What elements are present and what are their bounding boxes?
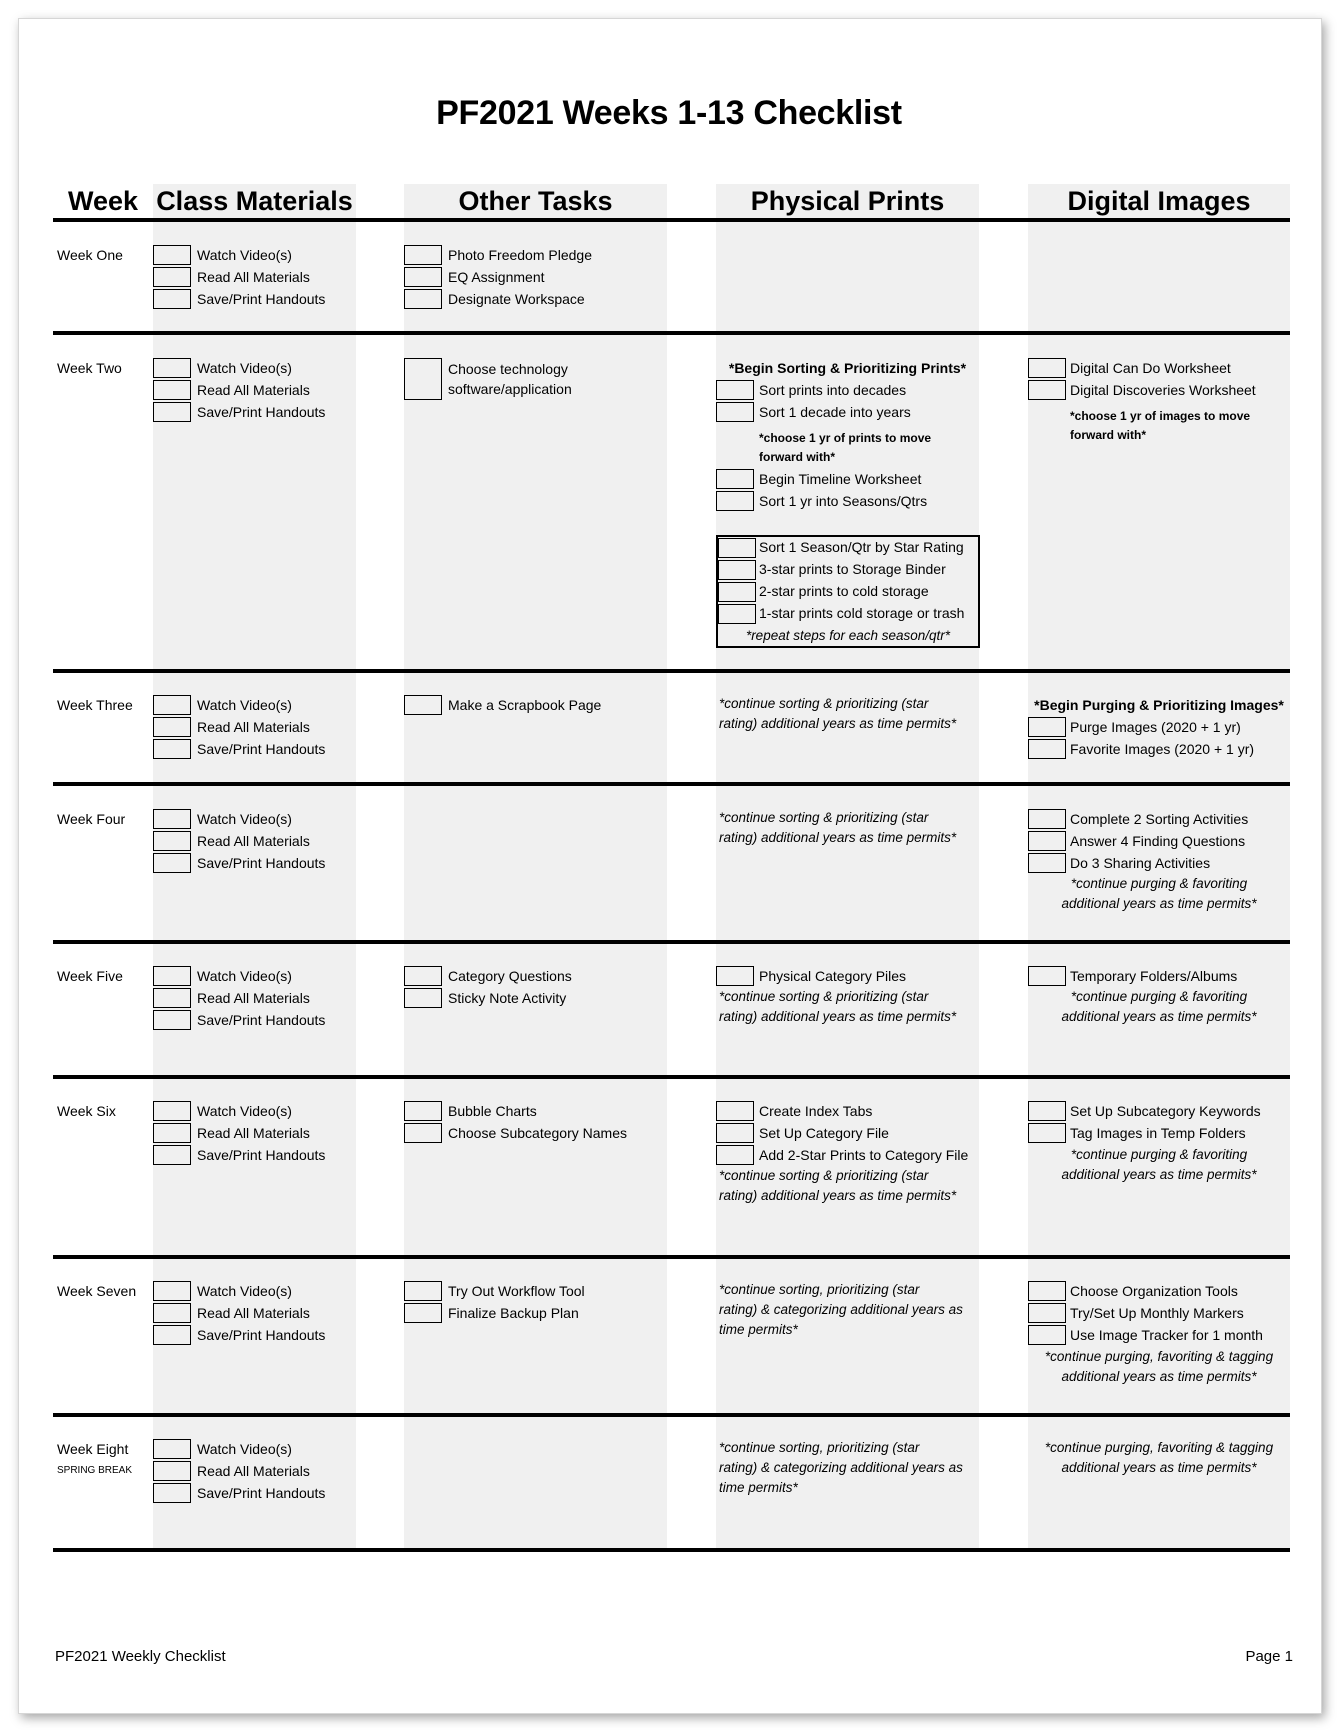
task-label: Watch Video(s) xyxy=(197,1283,292,1299)
task-label: Temporary Folders/Albums xyxy=(1070,968,1238,984)
checkbox[interactable] xyxy=(153,853,191,873)
checkbox[interactable] xyxy=(153,245,191,265)
task-label: Category Questions xyxy=(448,968,572,984)
week-sublabel: SPRING BREAK xyxy=(57,1465,133,1476)
task-label: Watch Video(s) xyxy=(197,247,292,263)
task-label: Choose Subcategory Names xyxy=(448,1125,627,1141)
divider xyxy=(53,782,1290,786)
week-label: Week Four xyxy=(57,811,126,827)
checkbox[interactable] xyxy=(153,1325,191,1345)
checkbox[interactable] xyxy=(1028,1325,1066,1345)
checkbox[interactable] xyxy=(716,1145,754,1165)
checkbox[interactable] xyxy=(153,1439,191,1459)
divider xyxy=(53,331,1290,335)
note-text: *continue purging, favoriting & tagging xyxy=(1044,1440,1274,1455)
task-label: Finalize Backup Plan xyxy=(448,1305,579,1321)
checkbox[interactable] xyxy=(153,358,191,378)
header-class-materials: Class Materials xyxy=(156,186,353,216)
task-label: Try Out Workflow Tool xyxy=(448,1283,585,1299)
task-label: Sort 1 yr into Seasons/Qtrs xyxy=(759,493,928,509)
task-label: Save/Print Handouts xyxy=(197,855,326,871)
checkbox[interactable] xyxy=(153,1010,191,1030)
week-label: Week Seven xyxy=(57,1283,137,1299)
task-label: Photo Freedom Pledge xyxy=(448,247,592,263)
checkbox[interactable] xyxy=(716,1101,754,1121)
checkbox[interactable] xyxy=(1028,966,1066,986)
section-heading: *Begin Sorting & Prioritizing Prints* xyxy=(728,360,967,376)
task-label: 2-star prints to cold storage xyxy=(759,583,929,599)
task-label: Read All Materials xyxy=(197,1463,310,1479)
task-label: Sticky Note Activity xyxy=(448,990,567,1006)
header-other-tasks: Other Tasks xyxy=(458,186,613,216)
task-label: Designate Workspace xyxy=(448,291,585,307)
checkbox[interactable] xyxy=(153,695,191,715)
divider xyxy=(53,1413,1290,1417)
note-text: rating) & categorizing additional years as xyxy=(719,1302,963,1317)
checkbox[interactable] xyxy=(716,1123,754,1143)
note-text: additional years as time permits* xyxy=(1061,1460,1257,1475)
checkbox[interactable] xyxy=(1028,831,1066,851)
note-text: *choose 1 yr of prints to move xyxy=(759,431,932,445)
note-text: forward with* xyxy=(759,450,836,464)
task-label: Use Image Tracker for 1 month xyxy=(1070,1327,1263,1343)
checkbox[interactable] xyxy=(404,1123,442,1143)
checkbox[interactable] xyxy=(1028,380,1066,400)
checkbox[interactable] xyxy=(404,1101,442,1121)
checkbox[interactable] xyxy=(153,988,191,1008)
note-text: *continue purging & favoriting xyxy=(1070,1147,1248,1162)
task-label: Read All Materials xyxy=(197,382,310,398)
divider xyxy=(53,1255,1290,1259)
divider xyxy=(53,940,1290,944)
divider xyxy=(53,1075,1290,1079)
task-label: Purge Images (2020 + 1 yr) xyxy=(1070,719,1241,735)
checkbox[interactable] xyxy=(153,1101,191,1121)
checkbox[interactable] xyxy=(153,717,191,737)
task-label: Save/Print Handouts xyxy=(197,404,326,420)
week-label: Week Two xyxy=(57,360,122,376)
task-label: Choose technology xyxy=(448,361,568,377)
checkbox[interactable] xyxy=(718,538,756,558)
task-label: Watch Video(s) xyxy=(197,1441,292,1457)
note-text: rating) additional years as time permits* xyxy=(719,830,957,845)
task-label: Read All Materials xyxy=(197,719,310,735)
task-label: 1-star prints cold storage or trash xyxy=(759,605,965,621)
checkbox[interactable] xyxy=(153,402,191,422)
task-label: Save/Print Handouts xyxy=(197,1012,326,1028)
week-label: Week Five xyxy=(57,968,123,984)
checkbox[interactable] xyxy=(716,491,754,511)
checkbox[interactable] xyxy=(404,358,442,400)
task-label: Read All Materials xyxy=(197,833,310,849)
task-label: Choose Organization Tools xyxy=(1070,1283,1238,1299)
checkbox[interactable] xyxy=(1028,1303,1066,1323)
task-label: Save/Print Handouts xyxy=(197,1327,326,1343)
note-text: additional years as time permits* xyxy=(1061,1009,1257,1024)
note-text: rating) additional years as time permits* xyxy=(719,1009,957,1024)
checkbox[interactable] xyxy=(716,380,754,400)
checkbox[interactable] xyxy=(1028,853,1066,873)
task-label: EQ Assignment xyxy=(448,269,545,285)
note-text: *continue purging & favoriting xyxy=(1070,876,1248,891)
divider xyxy=(53,1548,1290,1552)
checkbox[interactable] xyxy=(1028,1281,1066,1301)
task-label: Bubble Charts xyxy=(448,1103,537,1119)
checkbox[interactable] xyxy=(153,966,191,986)
task-label: Save/Print Handouts xyxy=(197,1485,326,1501)
task-label: Complete 2 Sorting Activities xyxy=(1070,811,1249,827)
note-text: rating) additional years as time permits* xyxy=(719,1188,957,1203)
checkbox[interactable] xyxy=(1028,358,1066,378)
checkbox[interactable] xyxy=(153,1123,191,1143)
week-label: Week Three xyxy=(57,697,133,713)
note-text: forward with* xyxy=(1070,428,1147,442)
task-label: Sort 1 Season/Qtr by Star Rating xyxy=(759,539,964,555)
note-text: time permits* xyxy=(719,1480,798,1495)
note-text: rating) additional years as time permits* xyxy=(719,716,957,731)
task-label: software/application xyxy=(448,381,572,397)
note-text: time permits* xyxy=(719,1322,798,1337)
header-week: Week xyxy=(67,186,139,216)
task-label: Watch Video(s) xyxy=(197,811,292,827)
week-label: Week One xyxy=(57,247,123,263)
checkbox[interactable] xyxy=(153,1483,191,1503)
checkbox[interactable] xyxy=(404,289,442,309)
checkbox[interactable] xyxy=(716,469,754,489)
task-label: Save/Print Handouts xyxy=(197,741,326,757)
note-text: *continue sorting, prioritizing (star xyxy=(719,1440,920,1455)
task-label: Create Index Tabs xyxy=(759,1103,873,1119)
note-text: *continue sorting & prioritizing (star xyxy=(719,1168,929,1183)
task-label: Watch Video(s) xyxy=(197,697,292,713)
task-label: Try/Set Up Monthly Markers xyxy=(1070,1305,1244,1321)
checkbox[interactable] xyxy=(1028,1101,1066,1121)
task-label: 3-star prints to Storage Binder xyxy=(759,561,946,577)
task-label: Tag Images in Temp Folders xyxy=(1070,1125,1246,1141)
note-text: *choose 1 yr of images to move xyxy=(1070,409,1251,423)
note-text: additional years as time permits* xyxy=(1061,1369,1257,1384)
task-label: Watch Video(s) xyxy=(197,1103,292,1119)
task-label: Physical Category Piles xyxy=(759,968,907,984)
header-physical-prints: Physical Prints xyxy=(750,186,945,216)
divider xyxy=(53,218,1290,222)
section-heading: *Begin Purging & Prioritizing Images* xyxy=(1034,697,1284,713)
checkbox[interactable] xyxy=(1028,1123,1066,1143)
note-text: *continue sorting & prioritizing (star xyxy=(719,989,929,1004)
task-label: Add 2-Star Prints to Category File xyxy=(759,1147,969,1163)
footer-title: PF2021 Weekly Checklist xyxy=(55,1648,226,1665)
task-label: Save/Print Handouts xyxy=(197,291,326,307)
page-number: Page 1 xyxy=(1245,1648,1293,1665)
task-label: Read All Materials xyxy=(197,990,310,1006)
checkbox[interactable] xyxy=(718,582,756,602)
checkbox[interactable] xyxy=(153,739,191,759)
checkbox[interactable] xyxy=(1028,717,1066,737)
task-label: Make a Scrapbook Page xyxy=(448,697,602,713)
divider xyxy=(53,669,1290,673)
note-text: additional years as time permits* xyxy=(1061,1167,1257,1182)
task-label: Read All Materials xyxy=(197,1125,310,1141)
checkbox[interactable] xyxy=(153,267,191,287)
checkbox[interactable] xyxy=(404,966,442,986)
checkbox[interactable] xyxy=(404,267,442,287)
task-label: Favorite Images (2020 + 1 yr) xyxy=(1070,741,1255,757)
checkbox[interactable] xyxy=(1028,809,1066,829)
task-label: Read All Materials xyxy=(197,1305,310,1321)
checkbox[interactable] xyxy=(716,966,754,986)
checkbox[interactable] xyxy=(153,1145,191,1165)
task-label: Digital Discoveries Worksheet xyxy=(1070,382,1256,398)
task-label: Sort prints into decades xyxy=(759,382,907,398)
note-text: rating) & categorizing additional years as xyxy=(719,1460,963,1475)
task-label: Sort 1 decade into years xyxy=(759,404,911,420)
checkbox[interactable] xyxy=(404,1281,442,1301)
note-text: *continue sorting & prioritizing (star xyxy=(719,696,929,711)
note-text: *continue sorting & prioritizing (star xyxy=(719,810,929,825)
checkbox[interactable] xyxy=(404,695,442,715)
checkbox[interactable] xyxy=(153,1281,191,1301)
note-text: *continue purging, favoriting & tagging xyxy=(1044,1349,1274,1364)
checkbox[interactable] xyxy=(153,1303,191,1323)
task-label: Set Up Subcategory Keywords xyxy=(1070,1103,1261,1119)
task-label: Save/Print Handouts xyxy=(197,1147,326,1163)
task-label: Begin Timeline Worksheet xyxy=(759,471,922,487)
page-title: PF2021 Weeks 1-13 Checklist xyxy=(436,94,902,132)
week-label: Week Six xyxy=(57,1103,116,1119)
checkbox[interactable] xyxy=(404,245,442,265)
note-text: additional years as time permits* xyxy=(1061,896,1257,911)
note-text: *repeat steps for each season/qtr* xyxy=(745,628,951,643)
task-label: Set Up Category File xyxy=(759,1125,889,1141)
checkbox[interactable] xyxy=(153,380,191,400)
task-label: Answer 4 Finding Questions xyxy=(1070,833,1246,849)
checkbox[interactable] xyxy=(153,831,191,851)
checkbox[interactable] xyxy=(404,988,442,1008)
checkbox[interactable] xyxy=(404,1303,442,1323)
checkbox[interactable] xyxy=(153,1461,191,1481)
task-label: Watch Video(s) xyxy=(197,968,292,984)
checkbox[interactable] xyxy=(718,604,756,624)
task-label: Do 3 Sharing Activities xyxy=(1070,855,1211,871)
header-digital-images: Digital Images xyxy=(1067,186,1251,216)
note-text: *continue purging & favoriting xyxy=(1070,989,1248,1004)
note-text: *continue sorting, prioritizing (star xyxy=(719,1282,920,1297)
checkbox[interactable] xyxy=(718,560,756,580)
checkbox[interactable] xyxy=(1028,739,1066,759)
checkbox[interactable] xyxy=(153,809,191,829)
task-label: Watch Video(s) xyxy=(197,360,292,376)
task-label: Digital Can Do Worksheet xyxy=(1070,360,1231,376)
checkbox[interactable] xyxy=(153,289,191,309)
week-label: Week Eight xyxy=(57,1441,129,1457)
task-label: Read All Materials xyxy=(197,269,310,285)
checkbox[interactable] xyxy=(716,402,754,422)
